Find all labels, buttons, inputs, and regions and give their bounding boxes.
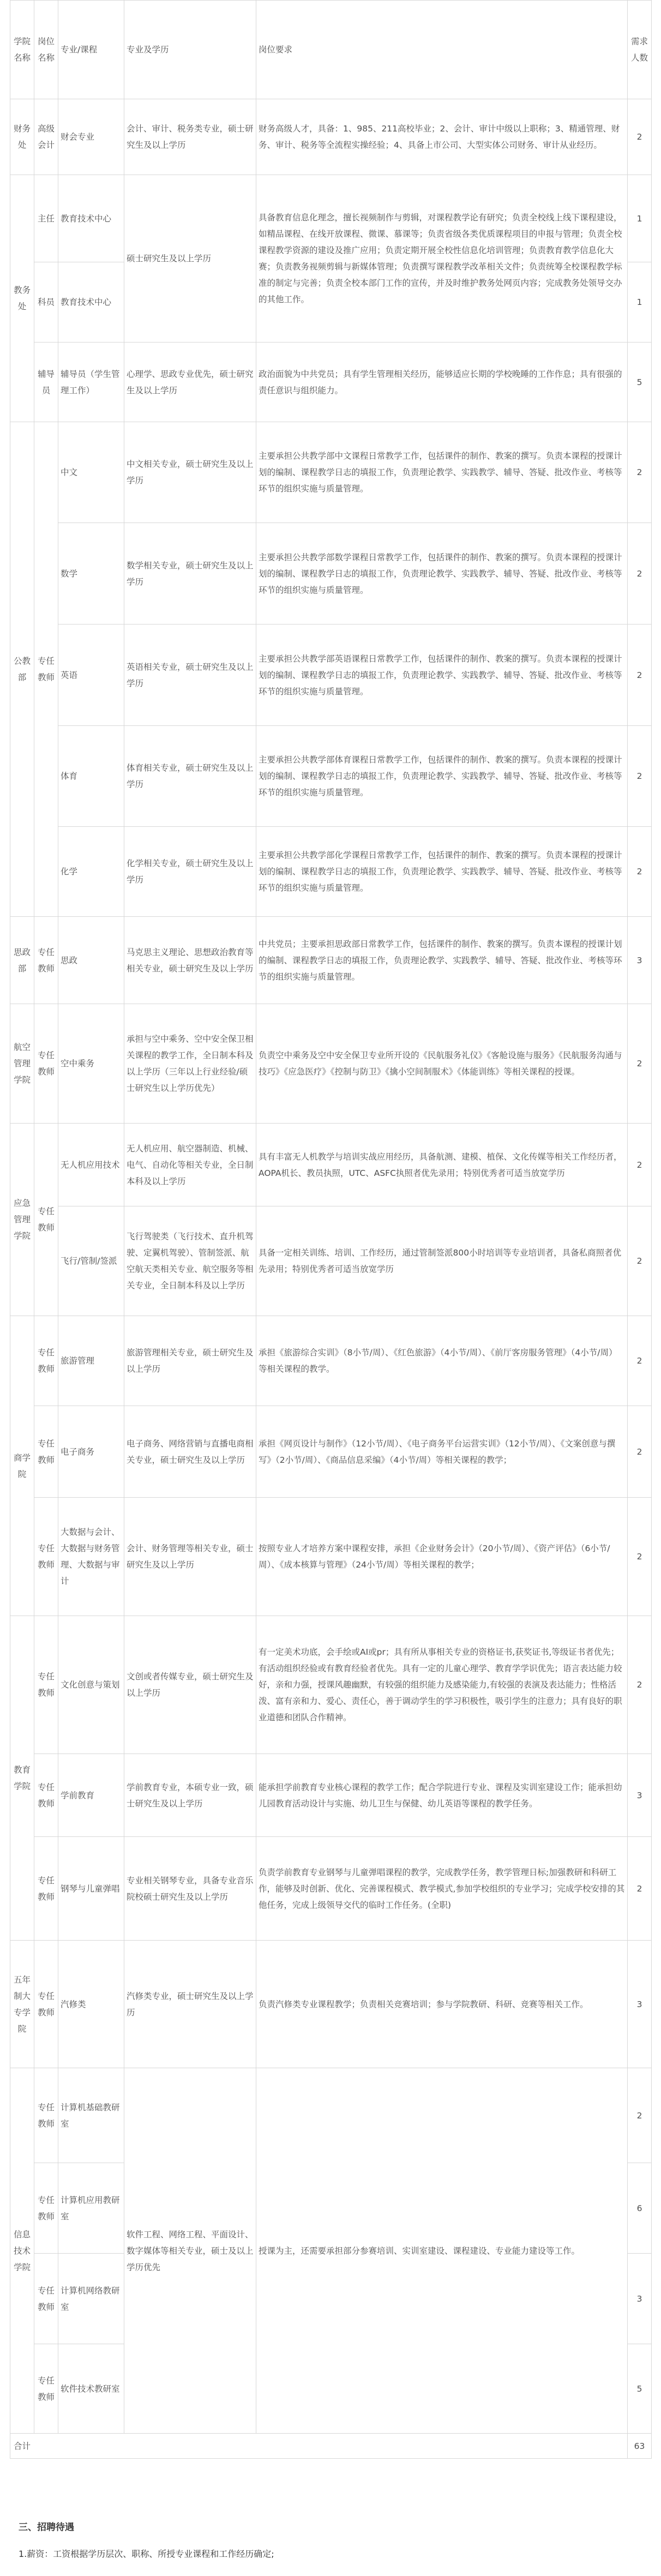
requirement-cell: 有一定美术功底，会手绘或AI或pr；具有所从事相关专业的资格证书,获奖证书,等级证书者优先；有活动组织经验或有教育经验者优先。具有一定的儿童心理学、教育学学识优先；语言表达能力较好，亲和力强，授课风趣幽默，有较强的组织能力及感染能力,有较强的表演及表达能力；性格活泼、富有亲和力、爱心、责任心，善于调动学生的学习积极性，吸引学生的注意力；具有良好的职业道德和团队合作精神。	[256, 1616, 628, 1754]
count-cell: 5	[628, 2344, 652, 2434]
program-cell: 汽修类	[58, 1941, 124, 2068]
major-cell: 专业相关钢琴专业，具备专业音乐院校硕士研究生及以上学历	[124, 1837, 256, 1941]
college-cell: 思政部	[10, 917, 34, 1004]
table-row	[10, 917, 652, 1004]
program-cell: 软件技术教研室	[58, 2344, 124, 2434]
college-cell: 五年制大专学院	[10, 1941, 34, 2068]
position-cell: 专任教师	[34, 2163, 58, 2254]
count-cell: 3	[628, 2254, 652, 2344]
requirement-cell: 主要承担公共教学部英语课程日常教学工作，包括课件的制作、教案的撰写。负责本课程的授课计划的编制、课程教学日志的填报工作，负责理论教学、实践教学、辅导、答疑、批改作业、考核等环节的组织实施与质量管理。	[256, 625, 628, 726]
count-cell: 1	[628, 262, 652, 343]
position-cell: 专任教师	[34, 1004, 58, 1124]
count-cell: 2	[628, 1616, 652, 1754]
table-row	[10, 523, 652, 625]
count-cell: 2	[628, 1316, 652, 1406]
requirement-cell: 具备教育信息化理念，擅长视频制作与剪辑，对课程教学论有研究；负责全校线上线下课程建设，如精品课程、在线开放课程、微课、慕课等；负责省级各类优质课程项目的申报与管理；负责全校课程教学资源的建设及推广应用；负责定期开展全校性信息化培训管理；负责教育教学信息化大赛；负责教务视频剪辑与新媒体管理；负责撰写课程教学改革相关文件；负责统筹全校课程教学标准的制定与完善；负责全校本部门工作的宣传，并及时维护教务处网页内容；完成教务处领导交办的其他工作。	[256, 175, 628, 343]
count-cell: 3	[628, 1754, 652, 1837]
requirement-cell: 能承担学前教育专业核心课程的教学工作；配合学院进行专业、课程及实训室建设工作；能承担幼儿园教育活动设计与实施、幼儿卫生与保健、幼儿英语等课程的教学任务。	[256, 1754, 628, 1837]
position-cell: 专任教师	[34, 1406, 58, 1498]
count-cell: 2	[628, 422, 652, 523]
table-row	[10, 1754, 652, 1837]
college-cell: 信息技术学院	[10, 2068, 34, 2434]
program-cell: 计算机网络教研室	[58, 2254, 124, 2344]
table-row	[10, 1498, 652, 1616]
table-row	[10, 1941, 652, 2068]
table-row	[10, 175, 652, 262]
table-row	[10, 1124, 652, 1206]
count-cell: 3	[628, 917, 652, 1004]
position-cell: 专任教师	[34, 1754, 58, 1837]
program-cell: 数学	[58, 523, 124, 625]
count-cell: 2	[628, 2068, 652, 2163]
major-cell: 汽修类专业，硕士研究生及以上学历	[124, 1941, 256, 2068]
position-cell: 科员	[34, 262, 58, 343]
program-cell: 教育技术中心	[58, 262, 124, 343]
header-college: 学院名称	[10, 1, 34, 99]
major-cell: 英语相关专业，硕士研究生及以上学历	[124, 625, 256, 726]
program-cell: 辅导员（学生管理工作）	[58, 343, 124, 422]
program-cell: 飞行/管制/签派	[58, 1206, 124, 1316]
requirement-cell: 主要承担公共教学部中文课程日常教学工作，包括课件的制作、教案的撰写。负责本课程的授课计划的编制、课程教学日志的填报工作，负责理论教学、实践教学、辅导、答疑、批改作业、考核等环节的组织实施与质量管理。	[256, 422, 628, 523]
requirement-cell: 负责空中乘务及空中安全保卫专业所开设的《民航服务礼仪》《客舱设施与服务》《民航服务沟通与技巧》《应急医疗》《控制与防卫》《擒小空间制服术》《体能训练》等相关课程的授课。	[256, 1004, 628, 1124]
count-cell: 6	[628, 2163, 652, 2254]
count-cell: 2	[628, 1004, 652, 1124]
major-cell: 文创或者传媒专业，硕士研究生及以上学历	[124, 1616, 256, 1754]
college-cell: 教育学院	[10, 1616, 34, 1941]
college-cell: 商学院	[10, 1316, 34, 1616]
major-cell: 承担与空中乘务、空中安全保卫相关课程的教学工作，全日制本科及以上学历（三年以上行业经验/硕士研究生以上学历优先）	[124, 1004, 256, 1124]
table-header-row	[10, 1, 652, 99]
header-position: 岗位名称	[34, 1, 58, 99]
requirement-cell: 负责学前教育专业钢琴与儿童弹唱课程的教学，完成教学任务，教学管理日标;加强教研和科研工作，能够及时创新、优化、完善课程模式、教学模式,参加学校组织的专业学习；完成学校安排的其他任务，完成上级领导交代的临时工作任务。(全职)	[256, 1837, 628, 1941]
position-cell: 专任教师	[34, 1941, 58, 2068]
major-cell: 硕士研究生及以上学历	[124, 175, 256, 343]
recruitment-table	[10, 0, 652, 2459]
requirement-cell: 授课为主，还需要承担部分参赛培训、实训室建设、课程建设、专业能力建设等工作。	[256, 2068, 628, 2434]
program-cell: 空中乘务	[58, 1004, 124, 1124]
header-count: 需求人数	[628, 1, 652, 99]
position-cell: 专任教师	[34, 2254, 58, 2344]
count-cell: 5	[628, 343, 652, 422]
program-cell: 电子商务	[58, 1406, 124, 1498]
position-cell: 高级会计	[34, 99, 58, 175]
requirement-cell: 承担《旅游综合实训》（8小节/周）、《红色旅游》（4小节/周）、《前厅客房服务管理》（4小节/周）等相关课程的教学。	[256, 1316, 628, 1406]
program-cell: 学前教育	[58, 1754, 124, 1837]
requirement-cell: 按照专业人才培养方案中课程安排，承担《企业财务会计》（20小节/周）、《资产评估》（6小节/周）、《成本核算与管理》（24小节/周）等相关课程的教学；	[256, 1498, 628, 1616]
table-row	[10, 2068, 652, 2163]
requirement-cell: 中共党员；主要承担思政部日常教学工作，包括课件的制作、教案的撰写。负责本课程的授课计划的编制、课程教学日志的填报工作，负责理论教学、实践教学、辅导、答疑、批改作业、考核等环节的组织实施与质量管理。	[256, 917, 628, 1004]
count-cell: 3	[628, 1941, 652, 2068]
header-program: 专业/课程	[58, 1, 124, 99]
total-count: 63	[628, 2434, 652, 2459]
major-cell: 体育相关专业，硕士研究生及以上学历	[124, 726, 256, 827]
salary-paragraph: 1.薪资：工资根据学历层次、职称、所授专业课程和工作经历确定;	[19, 2549, 274, 2559]
major-cell: 化学相关专业，硕士研究生及以上学历	[124, 827, 256, 917]
count-cell: 2	[628, 1124, 652, 1206]
requirement-cell: 主要承担公共教学部数学课程日常教学工作，包括课件的制作、教案的撰写。负责本课程的授课计划的编制、课程教学日志的填报工作，负责理论教学、实践教学、辅导、答疑、批改作业、考核等环节的组织实施与质量管理。	[256, 523, 628, 625]
college-cell: 财务处	[10, 99, 34, 175]
position-cell: 专任教师	[34, 1316, 58, 1406]
major-cell: 马克思主义理论、思想政治教育等相关专业，硕士研究生及以上学历	[124, 917, 256, 1004]
program-cell: 钢琴与儿童弹唱	[58, 1837, 124, 1941]
program-cell: 财会专业	[58, 99, 124, 175]
position-cell: 专任教师	[34, 422, 58, 917]
total-label: 合计	[10, 2434, 628, 2459]
program-cell: 思政	[58, 917, 124, 1004]
program-cell: 计算机应用教研室	[58, 2163, 124, 2254]
count-cell: 2	[628, 726, 652, 827]
program-cell: 旅游管理	[58, 1316, 124, 1406]
table-row	[10, 1004, 652, 1124]
major-cell: 电子商务、网络营销与直播电商相关专业，硕士研究生及以上学历	[124, 1406, 256, 1498]
position-cell: 专任教师	[34, 2068, 58, 2163]
major-cell: 飞行驾驶类（飞行技术、直升机驾驶、定翼机驾驶）、管制签派、航空航天类相关专业、航空服务等相关专业，全日制本科及以上学历	[124, 1206, 256, 1316]
count-cell: 2	[628, 99, 652, 175]
requirement-cell: 承担《网页设计与制作》（12小节/周）、《电子商务平台运营实训》（12小节/周）、《文案创意与撰写》（2小节/周）、《商品信息采编》（4小节/周）等相关课程的教学；	[256, 1406, 628, 1498]
table-row	[10, 726, 652, 827]
major-cell: 学前教育专业，本硕专业一致，硕士研究生及以上学历	[124, 1754, 256, 1837]
header-major: 专业及学历	[124, 1, 256, 99]
table-row	[10, 1616, 652, 1754]
table-row	[10, 1316, 652, 1406]
program-cell: 计算机基础教研室	[58, 2068, 124, 2163]
section-heading: 三、招聘待遇	[19, 2522, 74, 2533]
program-cell: 中文	[58, 422, 124, 523]
requirement-cell: 负责汽修类专业课程教学；负责相关竞赛培训；参与学院教研、科研、竞赛等相关工作。	[256, 1941, 628, 2068]
college-cell: 航空管理学院	[10, 1004, 34, 1124]
table-total-row	[10, 2434, 652, 2459]
program-cell: 大数据与会计、大数据与财务管理、大数据与审计	[58, 1498, 124, 1616]
major-cell: 心理学、思政专业优先，硕士研究生及以上学历	[124, 343, 256, 422]
program-cell: 文化创意与策划	[58, 1616, 124, 1754]
college-cell: 教务处	[10, 175, 34, 422]
major-cell: 会计、审计、税务类专业，硕士研究生及以上学历	[124, 99, 256, 175]
major-cell: 数学相关专业，硕士研究生及以上学历	[124, 523, 256, 625]
count-cell: 2	[628, 523, 652, 625]
position-cell: 专任教师	[34, 2344, 58, 2434]
college-cell: 应急管理学院	[10, 1124, 34, 1316]
table-row	[10, 625, 652, 726]
count-cell: 2	[628, 827, 652, 917]
count-cell: 1	[628, 175, 652, 262]
count-cell: 2	[628, 1206, 652, 1316]
major-cell: 会计、财务管理等相关专业，硕士研究生及以上学历	[124, 1498, 256, 1616]
program-cell: 体育	[58, 726, 124, 827]
table-row	[10, 1406, 652, 1498]
position-cell: 辅导员	[34, 343, 58, 422]
table-row	[10, 422, 652, 523]
table-row	[10, 1837, 652, 1941]
position-cell: 专任教师	[34, 1837, 58, 1941]
requirement-cell: 具有丰富无人机教学与培训实战应用经历，具备航测、建模、植保、文化传媒等相关工作经历者，AOPA机长、教员执照，UTC、ASFC执照者优先录用；特别优秀者可适当放宽学历	[256, 1124, 628, 1206]
header-requirement: 岗位要求	[256, 1, 628, 99]
table-row	[10, 827, 652, 917]
position-cell: 专任教师	[34, 1124, 58, 1316]
major-cell: 无人机应用、航空器制造、机械、电气、自动化等相关专业，全日制本科及以上学历	[124, 1124, 256, 1206]
program-cell: 英语	[58, 625, 124, 726]
requirement-cell: 财务高级人才，具备：1、985、211高校毕业；2、会计、审计中级以上职称；3、精通管理、财务、审计、税务等全流程实操经验；4、具备上市公司、大型实体公司财务、审计从业经历。	[256, 99, 628, 175]
count-cell: 2	[628, 1406, 652, 1498]
table-row	[10, 343, 652, 422]
table-row	[10, 1206, 652, 1316]
major-cell: 中文相关专业，硕士研究生及以上学历	[124, 422, 256, 523]
benefits-section	[10, 2520, 651, 2561]
program-cell: 无人机应用技术	[58, 1124, 124, 1206]
table-row	[10, 99, 652, 175]
program-cell: 教育技术中心	[58, 175, 124, 262]
program-cell: 化学	[58, 827, 124, 917]
requirement-cell: 具备一定相关训练、培训、工作经历，通过管制签派800小时培训等专业培训者，具备私商照者优先录用；特别优秀者可适当放宽学历	[256, 1206, 628, 1316]
count-cell: 2	[628, 1498, 652, 1616]
requirement-cell: 政治面貌为中共党员；具有学生管理相关经历，能够适应长期的学校晚睡的工作作息；具有很强的责任意识与组织能力。	[256, 343, 628, 422]
requirement-cell: 主要承担公共教学部化学课程日常教学工作，包括课件的制作、教案的撰写。负责本课程的授课计划的编制、课程教学日志的填报工作，负责理论教学、实践教学、辅导、答疑、批改作业、考核等环节的组织实施与质量管理。	[256, 827, 628, 917]
position-cell: 专任教师	[34, 1616, 58, 1754]
position-cell: 专任教师	[34, 917, 58, 1004]
position-cell: 主任	[34, 175, 58, 262]
position-cell: 专任教师	[34, 1498, 58, 1616]
count-cell: 2	[628, 625, 652, 726]
college-cell: 公教部	[10, 422, 34, 917]
major-cell: 软件工程、网络工程、平面设计、数字媒体等相关专业，硕士及以上学历优先	[124, 2068, 256, 2434]
count-cell: 2	[628, 1837, 652, 1941]
major-cell: 旅游管理相关专业，硕士研究生及以上学历	[124, 1316, 256, 1406]
requirement-cell: 主要承担公共教学部体育课程日常教学工作，包括课件的制作、教案的撰写。负责本课程的授课计划的编制、课程教学日志的填报工作，负责理论教学、实践教学、辅导、答疑、批改作业、考核等环节的组织实施与质量管理。	[256, 726, 628, 827]
